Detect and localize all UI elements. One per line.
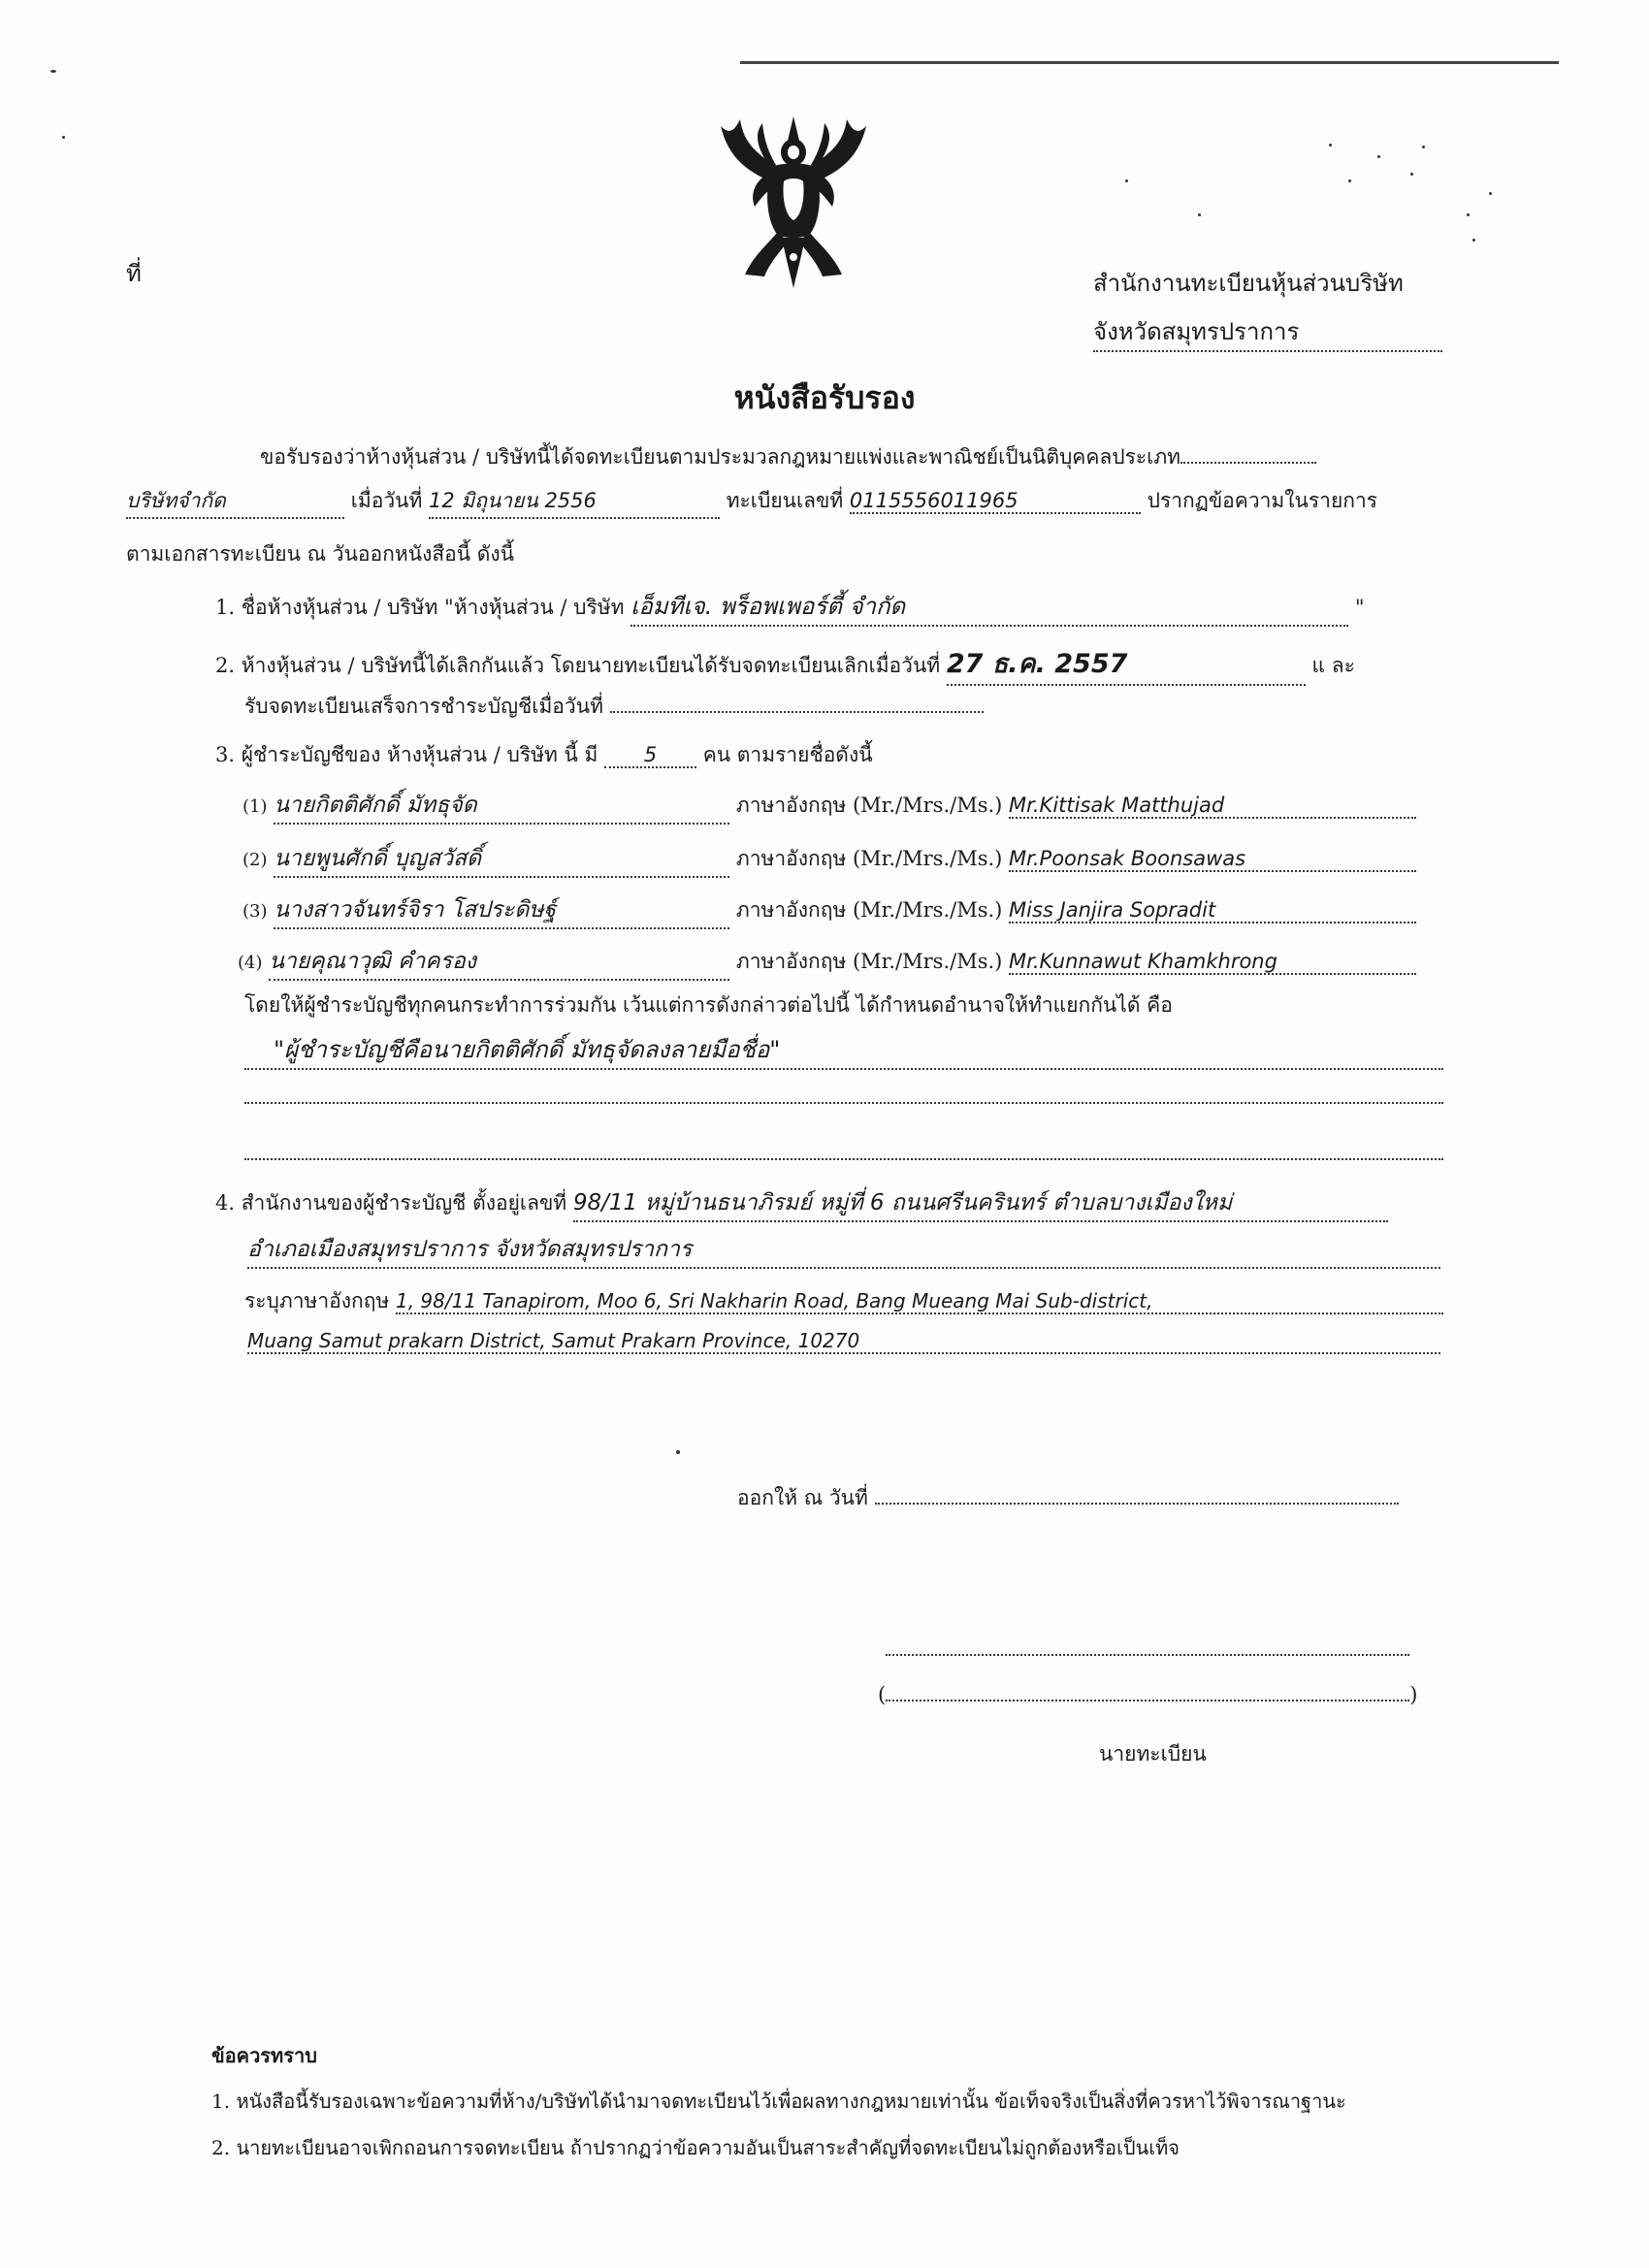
scan-speck [50,70,56,73]
scan-speck [1410,173,1413,176]
english-address-label: ระบุภาษาอังกฤษ [244,1289,390,1312]
liquidator-row [242,788,1416,825]
item-3-number: 3. [215,743,236,766]
registration-number-value: 0115556011965 [850,489,1141,514]
english-name-label: ภาษาอังกฤษ (Mr./Mrs./Ms.) [735,898,1003,922]
item-4-office-address [215,1185,1388,1222]
scan-speck [62,136,65,139]
liquidator-count: 5 [604,743,696,768]
item-3-label: ผู้ชำระบัญชีของ ห้างหุ้นส่วน / บริษัท นี้ มี [241,743,598,766]
intro-line-1 [260,441,1316,473]
office-address-row-2 [247,1232,1440,1269]
registration-date-value: 12 มิถุนายน 2556 [429,485,720,519]
liquidator-thai-name: นายกิตติศักดิ์ มัทธุจัด [274,788,729,825]
item-1-number: 1. [215,596,236,619]
intro-text: ขอรับรองว่าห้างหุ้นส่วน / บริษัทนี้ได้จดทะเบียนตามประมวลกฎหมายแพ่งและพาณิชย์เป็นนิติบุคคลประเภท [260,445,1181,469]
issued-date-label: ออกให้ ณ วันที่ [737,1486,868,1509]
company-name-value: เอ็มทีเจ. พร็อพเพอร์ตี้ จำกัด [630,587,1348,627]
scan-speck [676,1450,680,1454]
entity-type-value: บริษัทจำกัด [126,485,344,519]
signing-authority-line [244,1030,1443,1070]
signature-close-paren: ) [1409,1683,1418,1706]
liquidator-thai-name: นายคุณาวุฒิ คำครอง [269,944,729,981]
scan-speck [1198,213,1201,216]
note-item: 2. นายทะเบียนอาจเพิกถอนการจดทะเบียน ถ้าปรากฏว่าข้อความอันเป็นสาระสำคัญที่จดทะเบียนไม่ถูกต้องหรือเป็นเท็จ [211,2136,1180,2159]
liquidator-number: (4) [238,953,263,973]
registrar-office-province-line [1093,312,1442,352]
intro-line-3: ตามเอกสารทะเบียน ณ วันออกหนังสือนี้ ดังนี้ [126,542,515,566]
liquidator-number: (3) [242,901,268,922]
scan-speck [1329,144,1332,146]
item-2-label: ห้างหุ้นส่วน / บริษัทนี้ได้เลิกกันแล้ว โดยนายทะเบียนได้รับจดทะเบียนเลิกเมื่อวันที่ [241,654,941,677]
office-address-english-row-2 [247,1329,1440,1354]
scan-speck [1377,155,1380,158]
note-item: 1. หนังสือนี้รับรองเฉพาะข้อความที่ห้าง/บริษัทได้นำมาจดทะเบียนไว้เพื่อผลทางกฎหมายเท่านั้น ข้อเท็จจริงเป็นสิ่งที่ควรหาไว้พิจารณาฐานะ [211,2090,1346,2113]
registrar-office-province: จังหวัดสมุทรปราการ [1093,312,1442,352]
liquidation-completed-label: รับจดทะเบียนเสร็จการชำระบัญชีเมื่อวันที่ [244,695,603,718]
item-1-label: ชื่อห้างหุ้นส่วน / บริษัท "ห้างหุ้นส่วน / บริษัท [241,596,625,619]
item-2-and: แ ละ [1311,654,1355,677]
scan-speck [1472,239,1475,242]
liquidator-english-name: Miss Janjira Sopradit [1009,898,1416,923]
scan-speck [1467,213,1470,216]
liquidator-thai-name: นางสาวจันทร์จิรา โสประดิษฐ์ [274,892,729,929]
liquidator-number: (2) [242,850,268,870]
certificate-title: หนังสือรับรอง [733,379,916,416]
office-address-line-2: อำเภอเมืองสมุทรปราการ จังหวัดสมุทรปราการ [247,1232,1440,1269]
item-4-label: สำนักงานของผู้ชำระบัญชี ตั้งอยู่เลขที่ [241,1191,567,1215]
english-name-label: ภาษาอังกฤษ (Mr./Mrs./Ms.) [735,847,1003,870]
english-name-label: ภาษาอังกฤษ (Mr./Mrs./Ms.) [735,950,1003,973]
registration-date-label: เมื่อวันที่ [350,489,423,512]
blank-line [244,1077,1443,1104]
english-name-label: ภาษาอังกฤษ (Mr./Mrs./Ms.) [735,794,1003,817]
signature-open-paren: ( [878,1683,887,1706]
signing-authority-value: "ผู้ชำระบัญชีคือนายกิตติศักดิ์ มัทธุจัดลงลายมือชื่อ" [244,1030,1443,1070]
liquidator-row [242,841,1416,878]
item-2-number: 2. [215,654,236,677]
item-2-dissolution [215,642,1355,686]
signature-name-row [878,1683,1417,1706]
intro-blank [1180,462,1316,464]
top-scan-rule [740,61,1559,64]
liquidator-english-name: Mr.Poonsak Boonsawas [1009,847,1416,872]
liquidator-english-name: Mr.Kunnawut Khamkhrong [1009,950,1416,975]
signature-line [886,1635,1409,1656]
office-address-line-1: 98/11 หมู่บ้านธนาภิรมย์ หมู่ที่ 6 ถนนศรีนครินทร์ ตำบลบางเมืองใหม่ [573,1185,1388,1222]
appear-text: ปรากฏข้อความในรายการ [1147,489,1378,512]
issued-date-value [875,1503,1399,1505]
notes-heading: ข้อควรทราบ [211,2044,317,2067]
dissolution-date-stamp: 27 ธ.ค. 2557 [947,642,1306,686]
office-address-english-line-2: Muang Samut prakarn District, Samut Prakarn Province, 10270 [247,1329,1440,1354]
liquidator-row [238,944,1416,981]
scan-speck [1489,192,1492,195]
liquidation-completed-date [610,711,984,713]
item-2-line-2 [244,691,984,723]
liquidator-thai-name: นายพูนศักดิ์ บุญสวัสดิ์ [274,841,729,878]
issued-date-row [737,1482,1399,1514]
registrar-office-name: สำนักงานทะเบียนหุ้นส่วนบริษัท [1093,270,1404,297]
scan-speck [1125,179,1128,182]
liquidator-english-name: Mr.Kittisak Matthujad [1009,794,1416,819]
scan-speck [1348,179,1351,182]
garuda-emblem-icon [706,112,881,296]
office-address-english-line-1: 1, 98/11 Tanapirom, Moo 6, Sri Nakharin Road, Bang Mueang Mai Sub-district, [396,1289,1443,1314]
liquidator-count-suffix: คน ตามรายชื่อดังนี้ [702,743,873,766]
intro-line-2 [126,485,1445,519]
registrar-title: นายทะเบียน [1099,1742,1207,1766]
reference-number-label: ที่ [126,260,142,287]
item-3-liquidators [215,739,873,771]
item-1-close-quote: " [1354,596,1365,619]
signing-authority-text: โดยให้ผู้ชำระบัญชีทุกคนกระทำการร่วมกัน เว้นแต่การดังกล่าวต่อไปนี้ ได้กำหนดอำนาจให้ทำแยกกันได้ คือ [244,993,1173,1017]
item-4-number: 4. [215,1191,236,1215]
liquidator-row [242,892,1416,929]
liquidator-number: (1) [242,796,268,817]
signature-name-blank [886,1700,1409,1701]
scan-speck [1422,146,1425,148]
registration-number-label: ทะเบียนเลขที่ [726,489,844,512]
item-1-company-name [215,587,1365,627]
office-address-english-row [244,1285,1443,1317]
blank-line [244,1133,1443,1160]
